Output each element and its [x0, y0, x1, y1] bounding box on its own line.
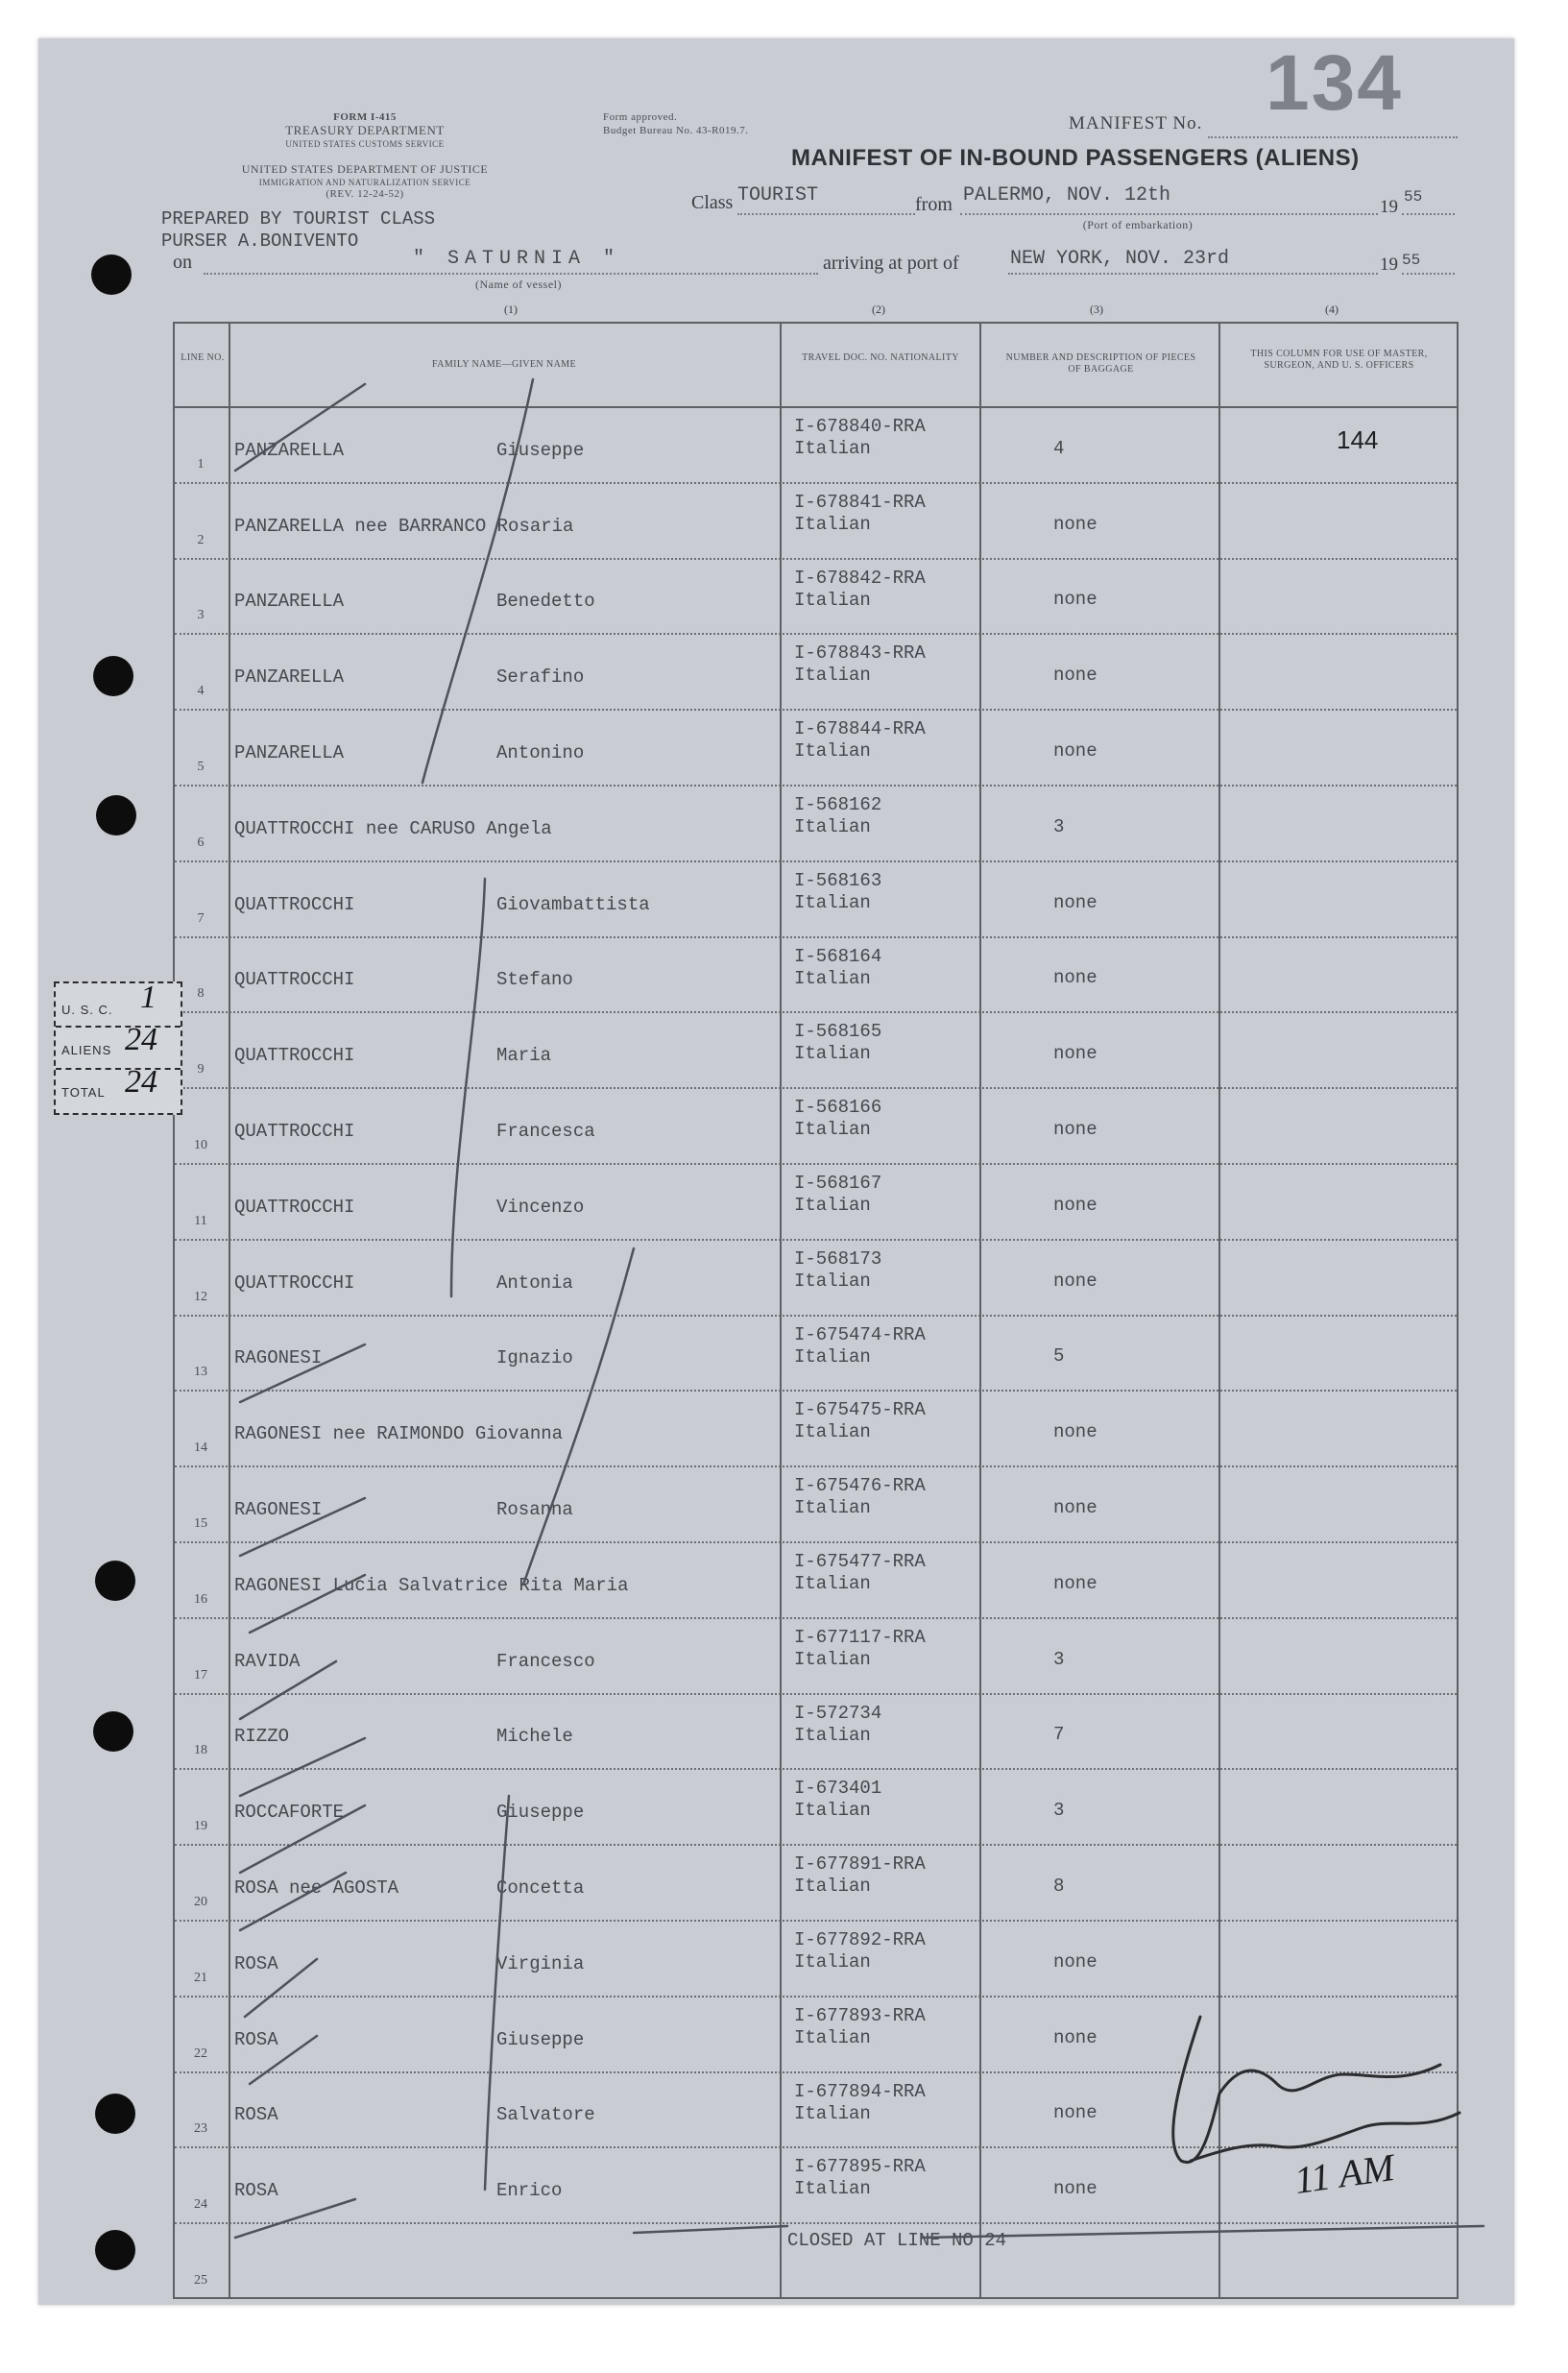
line-number: 2 — [197, 532, 205, 547]
col-divider — [229, 324, 230, 2297]
baggage-count: none — [1053, 1270, 1098, 1292]
travel-doc-number: I-572734 — [794, 1702, 882, 1724]
prepared-by-line2: PURSER A.BONIVENTO — [161, 230, 359, 252]
row-separator — [175, 709, 1457, 711]
nationality: Italian — [794, 740, 871, 763]
baggage-count: 7 — [1053, 1724, 1065, 1746]
row-separator — [175, 1087, 1457, 1089]
row-separator — [175, 2146, 1457, 2148]
given-name: Serafino — [496, 666, 585, 689]
family-name: RAVIDA — [234, 1650, 301, 1672]
family-name: QUATTROCCHI — [234, 1045, 355, 1067]
col-header-travel: TRAVEL DOC. NO. NATIONALITY — [802, 352, 959, 363]
given-name: Salvatore — [496, 2104, 595, 2126]
count-stamp — [54, 981, 182, 1115]
manifest-label: MANIFEST No. — [1069, 113, 1203, 133]
line-number: 10 — [194, 1138, 207, 1152]
baggage-count: none — [1053, 2102, 1098, 2124]
punch-hole — [95, 1561, 135, 1601]
travel-doc-number: I-678840-RRA — [794, 416, 926, 437]
stamp-aliens-value: 24 — [125, 1022, 157, 1057]
family-name: PANZARELLA — [234, 666, 345, 689]
family-name: RAGONESI — [234, 1499, 323, 1520]
travel-doc-number: I-568173 — [794, 1247, 882, 1270]
stamp-divider — [56, 1068, 181, 1070]
row-separator — [175, 1163, 1457, 1165]
row-separator — [175, 2071, 1457, 2073]
travel-doc-number: I-678841-RRA — [794, 491, 926, 513]
row-separator — [175, 1844, 1457, 1846]
family-name: QUATTROCCHI — [234, 893, 355, 915]
col-divider — [780, 324, 782, 2297]
nationality: Italian — [794, 665, 871, 687]
baggage-count: 8 — [1053, 1876, 1065, 1897]
travel-doc-number: I-675476-RRA — [794, 1475, 926, 1497]
family-name: QUATTROCCHI — [234, 969, 355, 991]
row-separator — [175, 1768, 1457, 1770]
line-number: 22 — [194, 2046, 207, 2061]
dept-treasury: TREASURY DEPARTMENT — [285, 123, 445, 137]
stamp-usc-label: U. S. C. — [61, 1003, 113, 1017]
travel-doc-number: I-673401 — [794, 1778, 882, 1800]
col-num-1: (1) — [504, 303, 518, 316]
line-number: 4 — [197, 684, 205, 699]
family-name: QUATTROCCHI nee CARUSO Angela — [234, 817, 552, 839]
col-header-line: LINE NO. — [181, 352, 225, 363]
line-number: 8 — [197, 986, 205, 1002]
given-name: Giovambattista — [496, 893, 650, 915]
given-name: Vincenzo — [496, 1196, 585, 1218]
given-name: Francesco — [496, 1650, 595, 1672]
travel-doc-number: I-678844-RRA — [794, 718, 926, 740]
officer-note: 144 — [1337, 425, 1379, 454]
line-number: 16 — [194, 1591, 207, 1607]
form-id: FORM I-415 — [333, 111, 397, 123]
col-num-4: (4) — [1325, 303, 1339, 316]
travel-doc-number: I-568165 — [794, 1021, 882, 1043]
given-name: Rosanna — [496, 1499, 573, 1520]
nationality: Italian — [794, 1876, 871, 1898]
travel-doc-number: I-677893-RRA — [794, 2004, 926, 2026]
family-name: QUATTROCCHI — [234, 1271, 355, 1294]
vessel-line — [204, 273, 818, 275]
stamp-aliens-label: ALIENS — [61, 1043, 112, 1057]
line-number: 23 — [194, 2121, 207, 2137]
family-name: ROSA — [234, 2180, 278, 2202]
row-separator — [175, 860, 1457, 862]
travel-doc-number: I-675477-RRA — [794, 1551, 926, 1572]
port-caption: (Port of embarkation) — [1082, 218, 1194, 231]
given-name: Giuseppe — [496, 439, 585, 461]
given-name: Maria — [496, 1045, 552, 1067]
baggage-count: 3 — [1053, 1648, 1065, 1670]
line-number: 24 — [194, 2197, 207, 2213]
line-number: 13 — [194, 1365, 207, 1380]
given-name: Enrico — [496, 2180, 563, 2202]
year-suffix-2: 55 — [1402, 252, 1421, 269]
family-name: ROCCAFORTE — [234, 1802, 345, 1824]
col-header-name: FAMILY NAME—GIVEN NAME — [431, 359, 576, 370]
line-number: 20 — [194, 1895, 207, 1909]
baggage-count: none — [1053, 967, 1098, 989]
year-line-2 — [1402, 273, 1455, 275]
family-name: QUATTROCCHI — [234, 1121, 355, 1142]
nationality: Italian — [794, 1043, 871, 1065]
punch-hole — [95, 2094, 135, 2134]
row-separator — [175, 1617, 1457, 1619]
line-number: 17 — [194, 1667, 207, 1683]
line-number: 12 — [194, 1289, 207, 1304]
line-number: 25 — [194, 2273, 207, 2288]
given-name: Michele — [496, 1726, 573, 1748]
nationality: Italian — [794, 1800, 871, 1822]
baggage-count: none — [1053, 513, 1098, 535]
travel-doc-number: I-677892-RRA — [794, 1929, 926, 1950]
vessel-caption: (Name of vessel) — [475, 278, 562, 291]
line-number: 3 — [197, 608, 205, 623]
row-separator — [175, 1011, 1457, 1013]
row-separator — [175, 1996, 1457, 1998]
travel-doc-number: I-568163 — [794, 869, 882, 891]
passenger-table — [173, 322, 1459, 2299]
line-number: 21 — [194, 1970, 207, 1985]
baggage-count: none — [1053, 891, 1098, 913]
year-prefix-2: 19 — [1380, 254, 1398, 275]
travel-doc-number: I-568164 — [794, 945, 882, 967]
col-header-baggage: NUMBER AND DESCRIPTION OF PIECES OF BAGGAGE — [1005, 352, 1196, 375]
family-name: ROSA nee AGOSTA — [234, 1877, 399, 1899]
given-name: Stefano — [496, 969, 573, 991]
punch-hole — [93, 1711, 133, 1752]
revision: (REV. 12-24-52) — [326, 188, 404, 200]
baggage-count: 3 — [1053, 1800, 1065, 1822]
baggage-count: none — [1053, 1421, 1098, 1443]
nationality: Italian — [794, 2102, 871, 2124]
arriving-line — [1008, 273, 1378, 275]
family-name: PANZARELLA — [234, 439, 345, 461]
col-divider — [979, 324, 981, 2297]
row-separator — [175, 785, 1457, 787]
manifest-number-line — [1208, 136, 1458, 138]
row-separator — [175, 482, 1457, 484]
dept-treasury-sub: UNITED STATES CUSTOMS SERVICE — [285, 139, 445, 149]
row-separator — [175, 1239, 1457, 1241]
nationality: Italian — [794, 1573, 871, 1594]
nationality: Italian — [794, 589, 871, 611]
family-name: QUATTROCCHI — [234, 1196, 355, 1218]
col-num-3: (3) — [1090, 303, 1103, 316]
nationality: Italian — [794, 1648, 871, 1670]
given-name: Antonia — [496, 1271, 573, 1294]
row-separator — [175, 558, 1457, 560]
col-num-2: (2) — [872, 303, 885, 316]
year-prefix-1: 19 — [1380, 197, 1398, 217]
line-number: 18 — [194, 1743, 207, 1758]
baggage-count: none — [1053, 589, 1098, 611]
given-name: Francesca — [496, 1121, 595, 1142]
family-name: ROSA — [234, 2104, 278, 2126]
dept-justice-sub: IMMIGRATION AND NATURALIZATION SERVICE — [258, 178, 471, 187]
punch-hole — [93, 656, 133, 696]
baggage-count: none — [1053, 2026, 1098, 2048]
row-separator — [175, 1693, 1457, 1695]
baggage-count: none — [1053, 1572, 1098, 1594]
row-separator — [175, 936, 1457, 938]
arriving-label: arriving at port of — [823, 253, 959, 274]
stamp-total-label: TOTAL — [61, 1085, 106, 1100]
line-number: 1 — [197, 456, 205, 472]
family-name: PANZARELLA — [234, 742, 345, 763]
row-separator — [175, 1465, 1457, 1467]
nationality: Italian — [794, 2178, 871, 2200]
from-value: PALERMO, NOV. 12th — [963, 184, 1171, 206]
row-separator — [175, 633, 1457, 635]
class-line — [737, 213, 915, 215]
manifest-number: 134 — [1266, 39, 1403, 127]
year-line-1 — [1402, 213, 1455, 215]
year-suffix-1: 55 — [1404, 188, 1423, 206]
row-separator — [175, 1315, 1457, 1317]
family-name: ROSA — [234, 2028, 278, 2050]
from-label: from — [915, 194, 953, 215]
on-label: on — [173, 252, 192, 273]
row-separator — [175, 1920, 1457, 1922]
family-name: RAGONESI Lucia Salvatrice Rita Maria — [234, 1574, 629, 1596]
budget-bureau: Budget Bureau No. 43-R019.7. — [603, 125, 749, 136]
prepared-by-line1: PREPARED BY TOURIST CLASS — [161, 208, 436, 230]
class-label: Class — [691, 192, 734, 213]
punch-hole — [96, 795, 136, 835]
family-name: PANZARELLA nee BARRANCO Rosaria — [234, 515, 574, 537]
baggage-count: none — [1053, 1119, 1098, 1140]
travel-doc-number: I-678842-RRA — [794, 567, 926, 589]
given-name: Virginia — [496, 1952, 585, 1974]
nationality: Italian — [794, 1951, 871, 1973]
given-name: Benedetto — [496, 591, 595, 613]
given-name: Concetta — [496, 1877, 585, 1899]
nationality: Italian — [794, 1345, 871, 1368]
baggage-count: 3 — [1053, 815, 1065, 837]
closed-at-line: CLOSED AT LINE NO 24 — [787, 2230, 1007, 2251]
family-name: ROSA — [234, 1952, 278, 1974]
line-number: 14 — [194, 1441, 207, 1456]
line-number: 15 — [194, 1516, 207, 1531]
nationality: Italian — [794, 1497, 871, 1519]
nationality: Italian — [794, 1724, 871, 1746]
line-number: 9 — [197, 1062, 205, 1078]
header-divider — [175, 406, 1457, 408]
nationality: Italian — [794, 1421, 871, 1443]
baggage-count: none — [1053, 1950, 1098, 1973]
given-name: Giuseppe — [496, 1802, 585, 1824]
travel-doc-number: I-677891-RRA — [794, 1853, 926, 1876]
travel-doc-number: I-678843-RRA — [794, 642, 926, 665]
col-divider — [1218, 324, 1220, 2297]
given-name: Giuseppe — [496, 2028, 585, 2050]
line-number: 5 — [197, 760, 205, 774]
given-name: Antonino — [496, 742, 585, 763]
form-approved: Form approved. — [603, 111, 678, 123]
baggage-count: 4 — [1053, 437, 1065, 459]
line-number: 11 — [194, 1213, 207, 1228]
baggage-count: none — [1053, 1043, 1098, 1065]
row-separator — [175, 1541, 1457, 1543]
baggage-count: 5 — [1053, 1345, 1065, 1368]
stamp-usc-value: 1 — [140, 980, 157, 1015]
travel-doc-number: I-675474-RRA — [794, 1323, 926, 1345]
nationality: Italian — [794, 438, 871, 459]
baggage-count: none — [1053, 740, 1098, 762]
col-header-officers: THIS COLUMN FOR USE OF MASTER, SURGEON, AND U. S. OFFICERS — [1250, 349, 1428, 371]
nationality: Italian — [794, 1195, 871, 1216]
from-line — [960, 213, 1378, 215]
nationality: Italian — [794, 1119, 871, 1141]
line-number: 6 — [197, 835, 205, 850]
baggage-count: none — [1053, 665, 1098, 687]
travel-doc-number: I-675475-RRA — [794, 1399, 926, 1421]
nationality: Italian — [794, 513, 871, 535]
travel-doc-number: I-677894-RRA — [794, 2080, 926, 2102]
family-name: RAGONESI nee RAIMONDO Giovanna — [234, 1423, 564, 1445]
class-value: TOURIST — [737, 184, 819, 206]
family-name: PANZARELLA — [234, 591, 345, 613]
travel-doc-number: I-568166 — [794, 1097, 882, 1119]
travel-doc-number: I-677117-RRA — [794, 1626, 926, 1648]
travel-doc-number: I-677895-RRA — [794, 2156, 926, 2178]
stamp-divider — [56, 1026, 181, 1028]
punch-hole — [91, 254, 132, 295]
row-separator — [175, 2222, 1457, 2224]
row-separator — [175, 1390, 1457, 1392]
line-number: 7 — [197, 910, 205, 926]
dept-justice: UNITED STATES DEPARTMENT OF JUSTICE — [241, 162, 489, 176]
nationality: Italian — [794, 2026, 871, 2048]
nationality: Italian — [794, 816, 871, 837]
nationality: Italian — [794, 1270, 871, 1292]
baggage-count: none — [1053, 1194, 1098, 1216]
punch-hole — [95, 2230, 135, 2270]
family-name: RAGONESI — [234, 1347, 323, 1369]
line-number: 19 — [194, 1819, 207, 1834]
nationality: Italian — [794, 891, 871, 913]
baggage-count: none — [1053, 1497, 1098, 1518]
given-name: Ignazio — [496, 1347, 573, 1369]
inspector-time-note: 11 AM — [1291, 2144, 1397, 2203]
family-name: RIZZO — [234, 1726, 290, 1748]
travel-doc-number: I-568167 — [794, 1173, 882, 1194]
travel-doc-number: I-568162 — [794, 794, 882, 815]
arriving-value: NEW YORK, NOV. 23rd — [1010, 248, 1230, 270]
nationality: Italian — [794, 967, 871, 989]
stamp-total-value: 24 — [125, 1064, 157, 1100]
baggage-count: none — [1053, 2178, 1098, 2200]
vessel-value: " SATURNIA " — [413, 248, 621, 270]
manifest-title: MANIFEST OF IN-BOUND PASSENGERS (ALIENS) — [791, 145, 1360, 171]
